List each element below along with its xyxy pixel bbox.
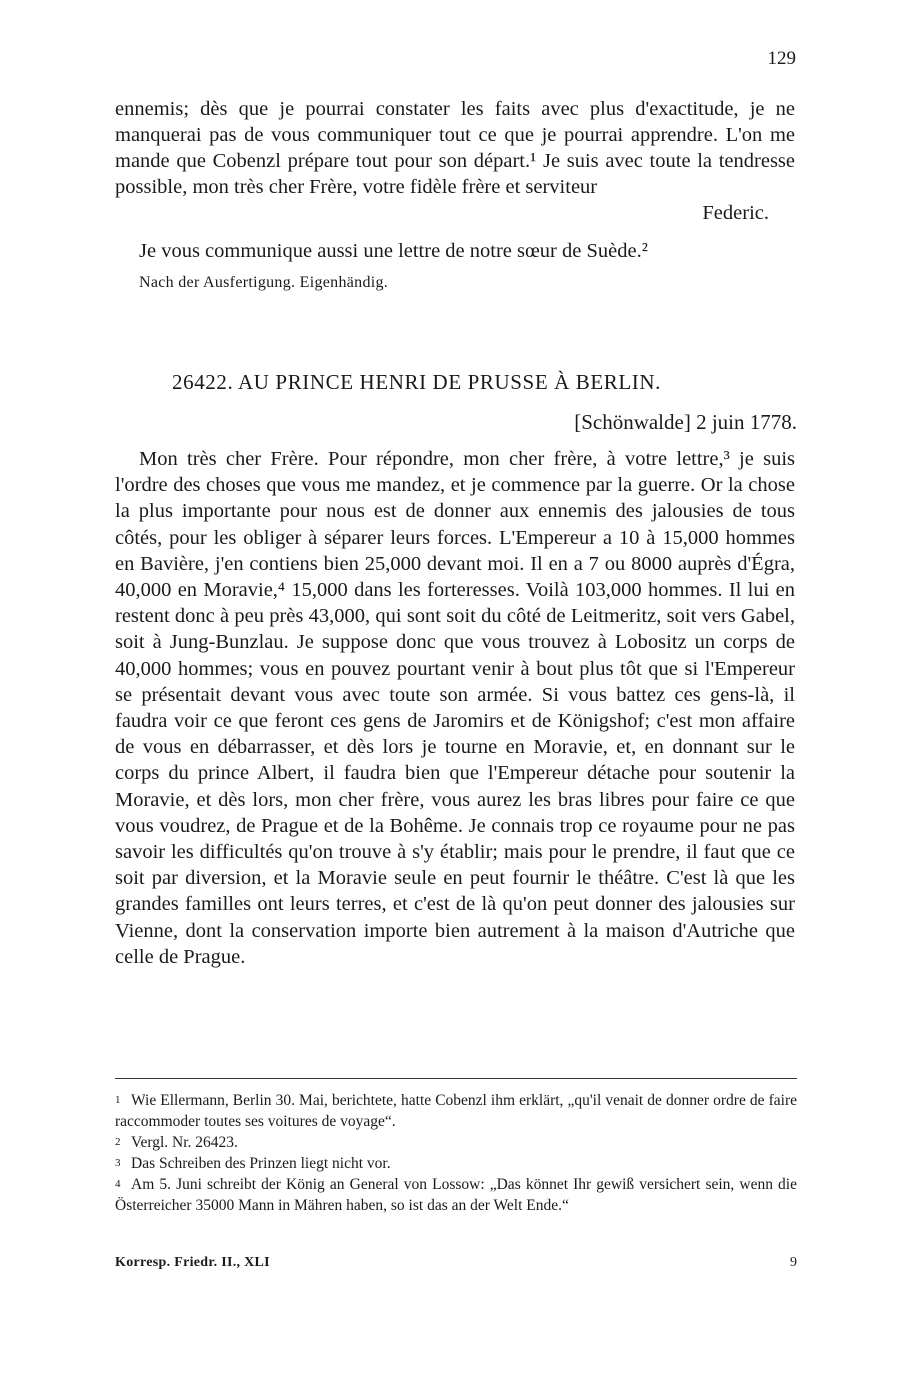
footnote [115,1132,797,1153]
footnote-text: Vergl. Nr. 26423. [131,1134,238,1151]
signature: Federic. [702,202,769,224]
previous-letter-ending [115,96,795,294]
footnote-text: Am 5. Juni schreibt der König an General von Lossow: „Das könnet Ihr gewiß versichert sein, wenn die Österreicher 35000 Mann in Mähren haben, so ist das an der Welt Ende.“ [115,1176,797,1214]
page-number: 129 [767,48,796,69]
footer-signature-line: Korresp. Friedr. II., XLI [115,1255,270,1270]
footnote-mark: 3 [115,1157,121,1169]
footnote-text: Das Schreiben des Prinzen liegt nicht vor. [131,1155,391,1172]
footnote-mark: 1 [115,1094,121,1106]
footer-sheet-number: 9 [790,1255,797,1270]
source-note: Nach der Ausfertigung. Eigenhändig. [139,274,389,291]
previous-letter-text: ennemis; dès que je pourrai constater les faits avec plus d'exactitude, je ne manquerai pas de vous communiquer tout ce que je pourrai apprendre. L'on me mande que Cobenzl prépare tout pour son départ.¹ Je suis avec toute la tendresse possible, mon très cher Frère, votre fidèle frère et serviteur [115,98,795,198]
letter-body [115,446,795,970]
footnotes [115,1090,797,1216]
footnote-divider [115,1078,797,1079]
footnote-mark: 2 [115,1136,121,1148]
letter-body-text: Mon très cher Frère. Pour répondre, mon cher frère, à votre lettre,³ je suis l'ordre des choses que vous me mandez, et je commence par la guerre. Or la chose la plus importante pour nous est de donner aux ennemis des jalousies de tous côtés, pour les obliger à séparer leurs forces. L'Empereur a 10 à 15,000 hommes en Bavière, j'en contiens bien 25,000 devant moi. Il en a 7 ou 8000 auprès d'Égra, 40,000 en Moravie,⁴ 15,000 dans les forteresses. Voilà 103,000 hommes. Il lui en restent donc à peu près 43,000, qui sont soit du côté de Leitmeritz, soit vers Gabel, soit à Jung-Bunzlau. Je suppose donc que vous trouvez à Lobositz un corps de 40,000 hommes; vous en pouvez pourtant venir à bout plus tôt que si l'Empereur se présentait devant vous avec toute son armée. Si vous battez ces gens-là, il faudra voir ce que feront ces gens de Jaromirs et de Königshof; c'est mon affaire de vous en débarrasser, et dès lors je tourne en Moravie, et, en donnant sur le corps du prince Albert, il faudra bien que l'Empereur détache pour soutenir la Moravie, et dès lors, mon cher frère, vous aurez les bras libres pour faire ce que vous voudrez, de Prague et de la Bohême. Je connais trop ce royaume pour ne pas savoir les difficultés qu'on trouve à s'y établir; mais pour le prendre, il faut que ce soit par diversion, et la Moravie seule en peut fournir le théâtre. C'est là que les grandes familles ont leurs terres, et c'est de là qu'on peut donner des jalousies sur Vienne, dont la conservation importe bien autrement à la maison d'Autriche que celle de Prague. [115,448,795,968]
postscript: Je vous communique aussi une lettre de notre sœur de Suède.² [139,240,648,262]
footnote [115,1090,797,1132]
letter-date: [Schönwalde] 2 juin 1778. [574,410,797,434]
footnote-text: Wie Ellermann, Berlin 30. Mai, berichtete, hatte Cobenzl ihm erklärt, „qu'il venait de donner ordre de faire raccommoder toutes ses voitures de voyage“. [115,1092,797,1130]
footnote [115,1174,797,1216]
footnote-mark: 4 [115,1178,121,1190]
letter-heading: 26422. AU PRINCE HENRI DE PRUSSE À BERLIN. [172,370,661,394]
footnote [115,1153,797,1174]
